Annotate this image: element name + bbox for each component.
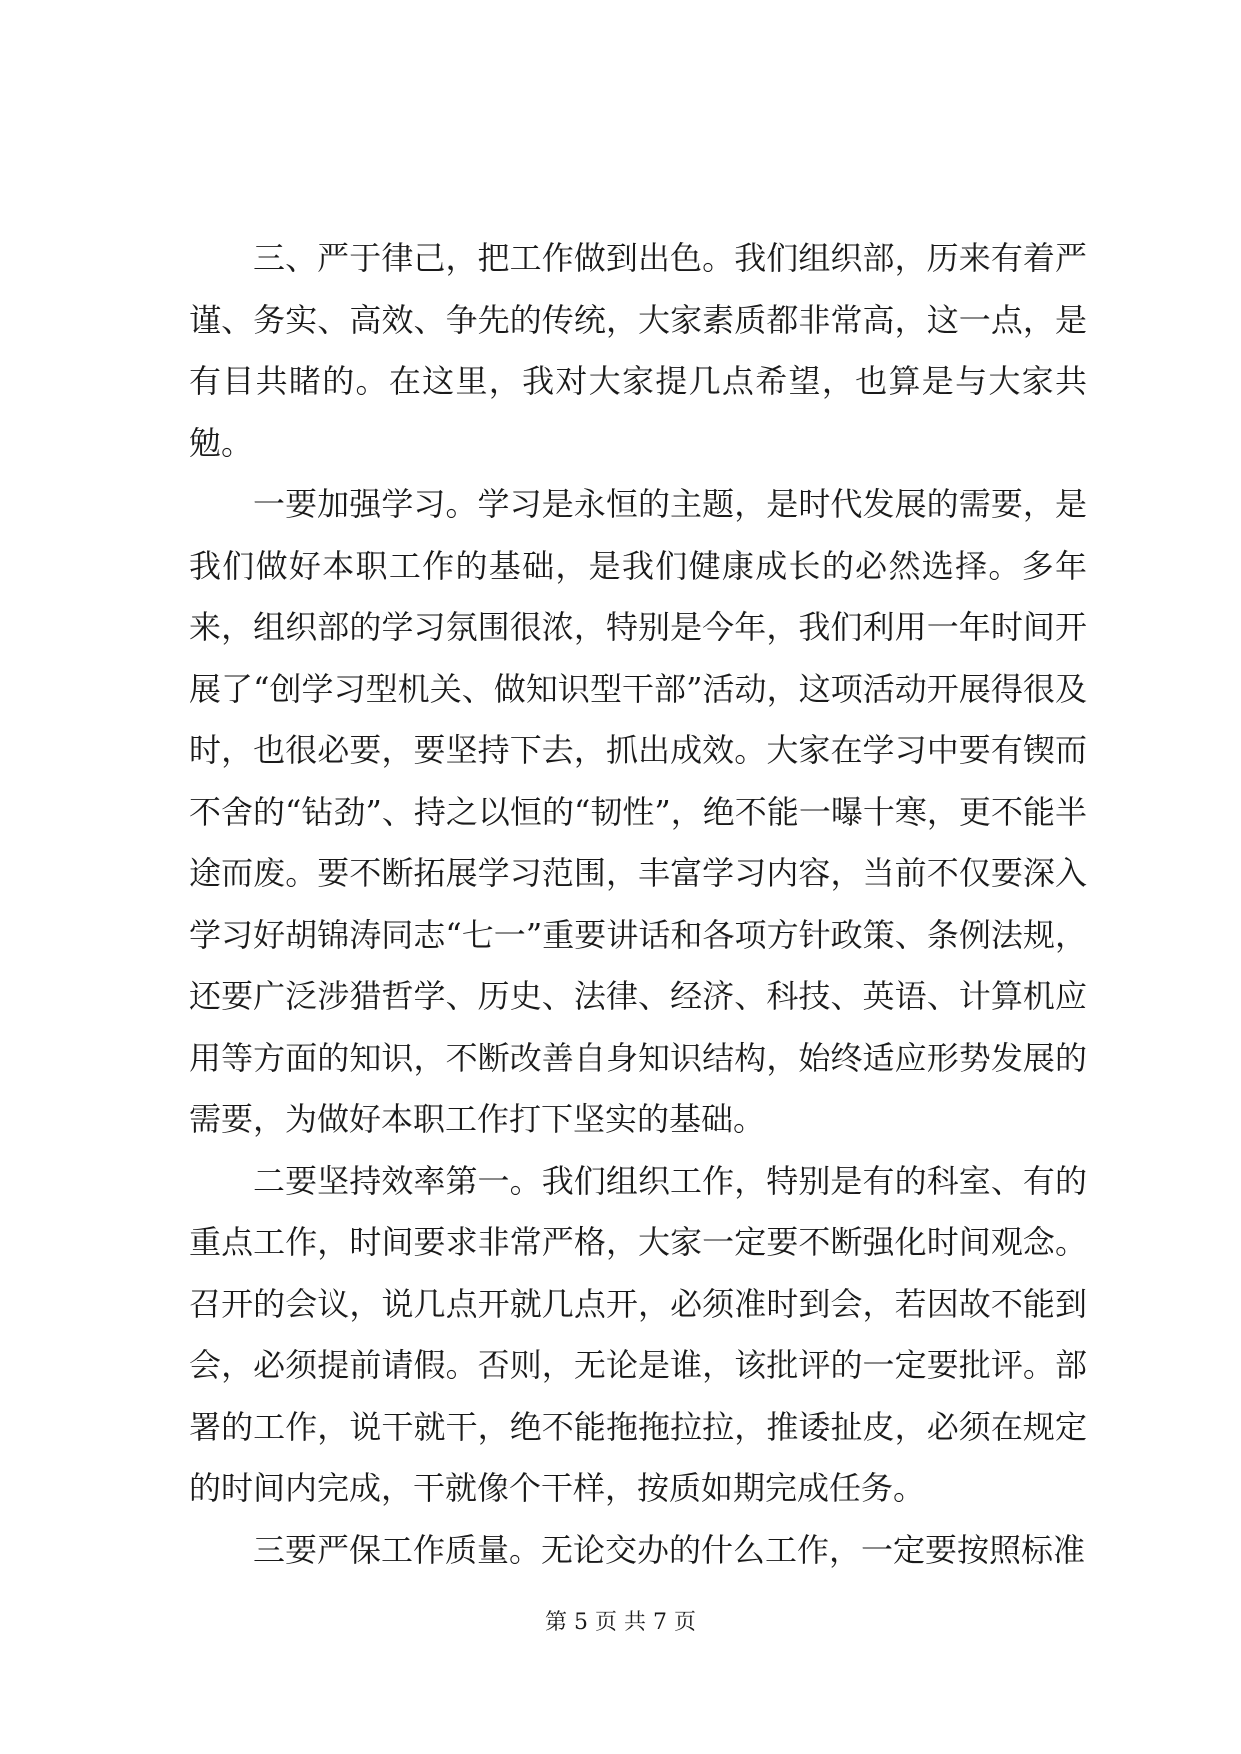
document-body [189, 228, 1087, 1581]
paragraph-work-quality: 三要严保工作质量。无论交办的什么工作，一定要按照标准 [253, 1530, 1086, 1569]
paragraph-strict-self-discipline: 三、严于律己，把工作做到出色。我们组织部，历来有着严谨、务实、高效、争先的传统，大家素质都非常高，这一点，是有目共睹的。在这里，我对大家提几点希望，也算是与大家共勉。 [189, 239, 1087, 462]
paragraph-efficiency-first: 二要坚持效率第一。我们组织工作，特别是有的科室、有的重点工作，时间要求非常严格，大家一定要不断强化时间观念。召开的会议，说几点开就几点开，必须准时到会，若因故不能到会，必须提前请假。否则，无论是谁，该批评的一定要批评。部署的工作，说干就干，绝不能拖拖拉拉，推诿扯皮，必须在规定的时间内完成，干就像个干样，按质如期完成任务。 [189, 1161, 1087, 1507]
page-number-footer: 第 5 页 共 7 页 [545, 1610, 696, 1635]
paragraph-strengthen-learning: 一要加强学习。学习是永恒的主题，是时代发展的需要，是我们做好本职工作的基础，是我们健康成长的必然选择。多年来，组织部的学习氛围很浓，特别是今年，我们利用一年时间开展了“创学习型机关、做知识型干部”活动，这项活动开展得很及时，也很必要，要坚持下去，抓出成效。大家在学习中要有锲而不舍的“钻劲”、持之以恒的“韧性”，绝不能一曝十寒，更不能半途而废。要不断拓展学习范围，丰富学习内容，当前不仅要深入学习好胡锦涛同志“七一”重要讲话和各项方针政策、条例法规，还要广泛涉猎哲学、历史、法律、经济、科技、英语、计算机应用等方面的知识，不断改善自身知识结构，始终适应形势发展的需要，为做好本职工作打下坚实的基础。 [189, 485, 1087, 1138]
